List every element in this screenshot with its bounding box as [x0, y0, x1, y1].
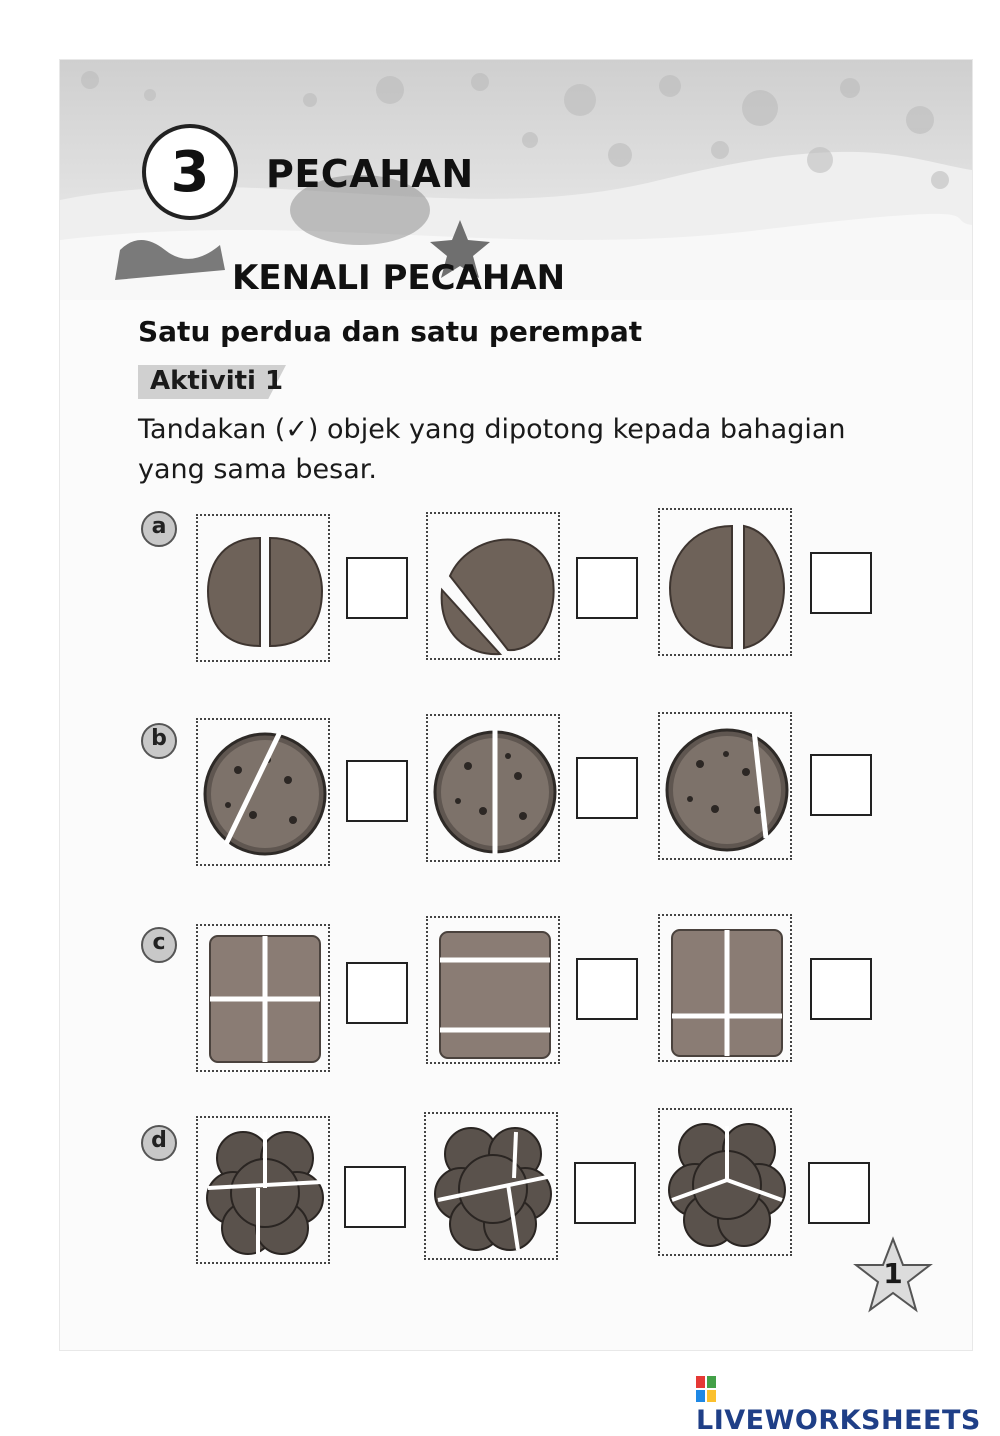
- row-label-b: [140, 722, 178, 760]
- checkbox-a1[interactable]: [346, 557, 408, 619]
- page-number-star: [852, 1235, 934, 1317]
- pizza-option-2: [426, 714, 560, 862]
- bread-option-2: [426, 512, 560, 660]
- checkbox-b1[interactable]: [346, 760, 408, 822]
- row-label-a: [140, 510, 178, 548]
- bread-unequal-icon: [660, 510, 794, 658]
- row-label-text: a: [151, 514, 167, 539]
- activity-tag: [138, 365, 286, 399]
- checkbox-d1[interactable]: [344, 1166, 406, 1228]
- row-label-d: [140, 1124, 178, 1162]
- bread-halves-equal-icon: [198, 516, 332, 664]
- row-label-text: c: [152, 930, 166, 955]
- checkbox-a3[interactable]: [810, 552, 872, 614]
- checkbox-a2[interactable]: [576, 557, 638, 619]
- chapter-number: 3: [170, 139, 210, 205]
- checkbox-c2[interactable]: [576, 958, 638, 1020]
- footer-brand-text: LIVEWORKSHEETS: [696, 1405, 981, 1436]
- liveworksheets-logo-icon: [696, 1376, 716, 1402]
- pizza-halves-equal-icon: [428, 716, 562, 864]
- row-label-text: d: [151, 1128, 167, 1153]
- page-number: 1: [883, 1257, 903, 1290]
- pizza-unequal-icon: [198, 720, 332, 868]
- bread-unequal-icon: [428, 514, 562, 662]
- cake-quarters-equal-icon: [198, 926, 332, 1074]
- bread-option-3: [658, 508, 792, 656]
- cookie-option-2: [424, 1112, 558, 1260]
- checkbox-d3[interactable]: [808, 1162, 870, 1224]
- checkbox-c1[interactable]: [346, 962, 408, 1024]
- cookie-option-1: [196, 1116, 330, 1264]
- chapter-number-badge: [142, 124, 238, 220]
- chapter-title: PECAHAN: [266, 152, 474, 196]
- pizza-unequal-icon: [660, 714, 794, 862]
- cake-option-1: [196, 924, 330, 1072]
- checkbox-c3[interactable]: [810, 958, 872, 1020]
- cookie-option-3: [658, 1108, 792, 1256]
- lesson-subtitle: Satu perdua dan satu perempat: [138, 315, 643, 348]
- cake-unequal-icon: [660, 916, 794, 1064]
- pizza-option-1: [196, 718, 330, 866]
- checkbox-b2[interactable]: [576, 757, 638, 819]
- pizza-option-3: [658, 712, 792, 860]
- cookie-unequal-icon: [198, 1118, 332, 1266]
- cookie-quarters-equal-icon: [660, 1110, 794, 1258]
- activity-label: Aktiviti 1: [150, 366, 284, 396]
- footer-brand: [696, 1374, 1000, 1436]
- cake-option-2: [426, 916, 560, 1064]
- checkbox-d2[interactable]: [574, 1162, 636, 1224]
- section-title: KENALI PECAHAN: [232, 258, 566, 298]
- row-label-text: b: [151, 726, 167, 751]
- instruction-text: Tandakan (✓) objek yang dipotong kepada bahagian yang sama besar.: [138, 414, 846, 485]
- cake-unequal-icon: [428, 918, 562, 1066]
- checkbox-b3[interactable]: [810, 754, 872, 816]
- row-label-c: [140, 926, 178, 964]
- cookie-unequal-icon: [426, 1114, 560, 1262]
- bread-option-1: [196, 514, 330, 662]
- cake-option-3: [658, 914, 792, 1062]
